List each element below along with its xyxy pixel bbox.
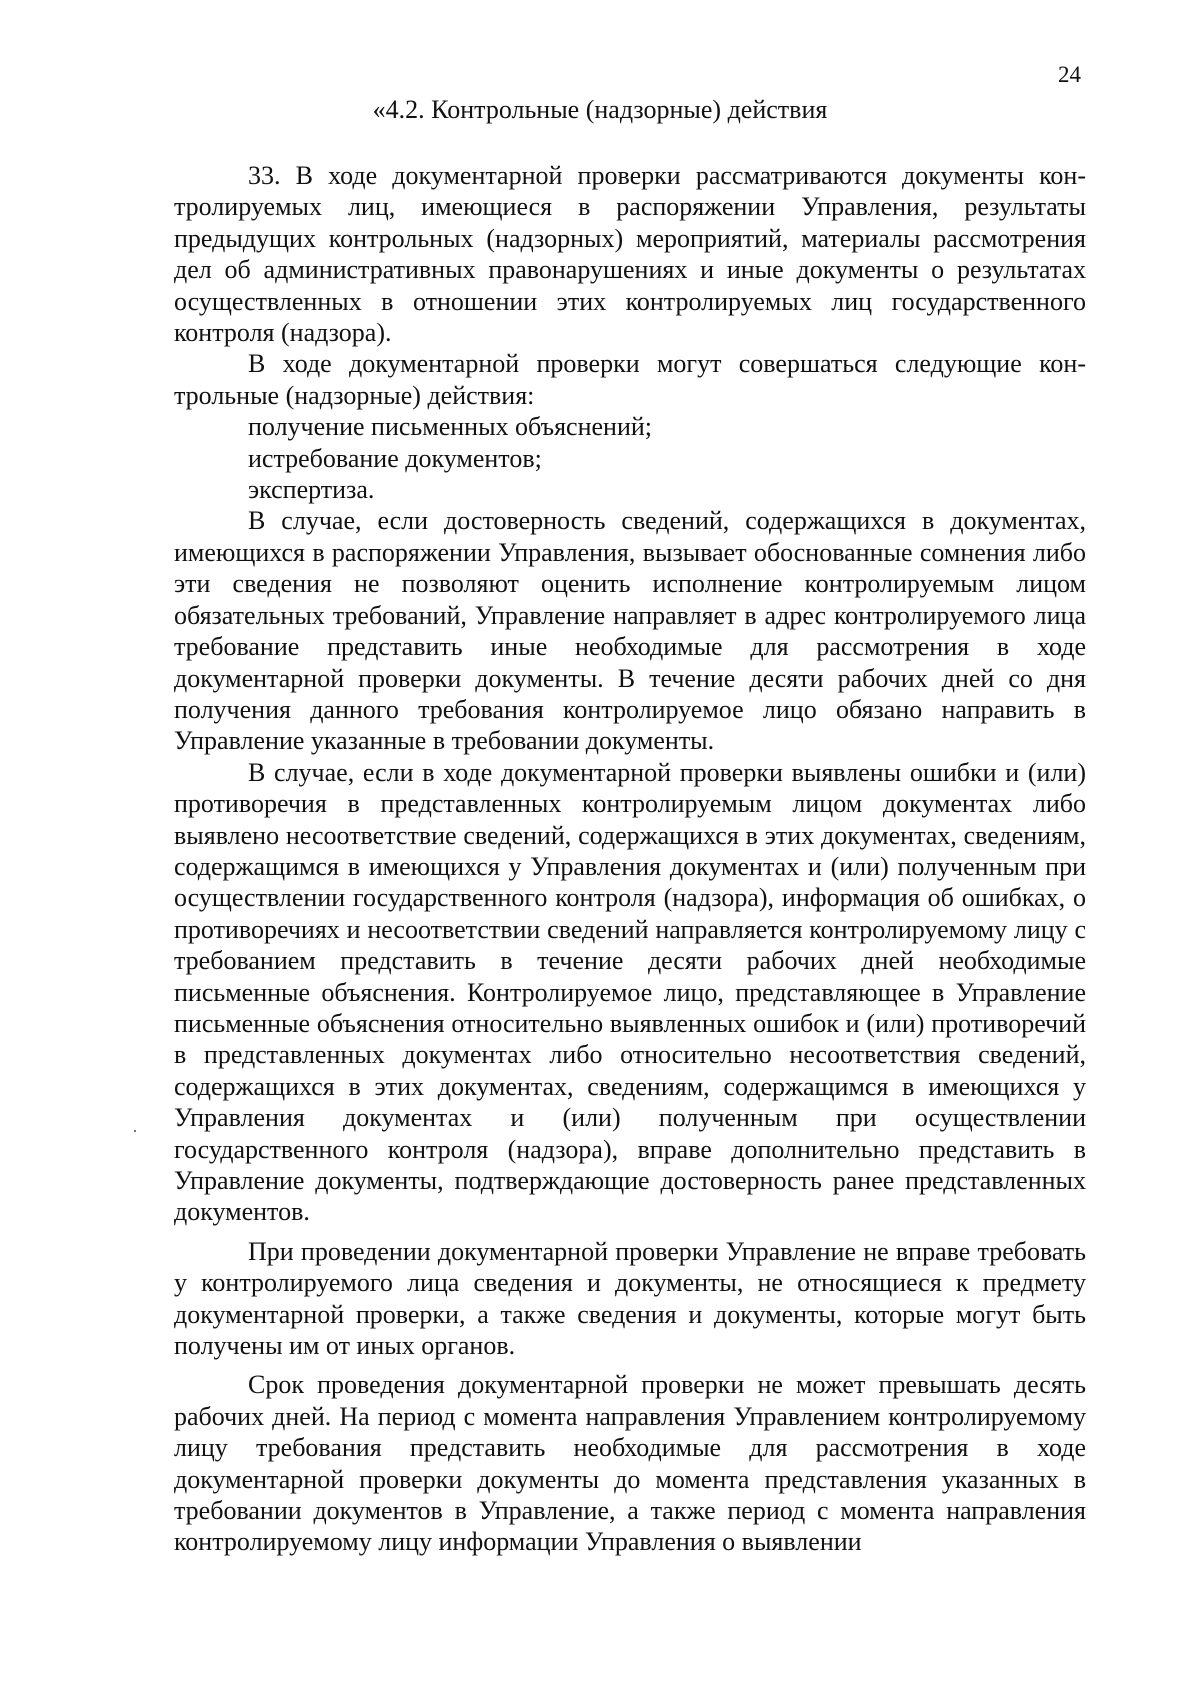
scan-speck xyxy=(134,1130,136,1132)
list-item: истребование документов; xyxy=(248,443,542,473)
paragraph-33: 33. В ходе документарной проверки рассматриваются документы контролируемых лиц, имеющиеся в распоряжении Управления, результаты предыдущих контрольных (надзорных) мероприятий, материалы рассмотрения дел об административных правонарушениях и иные документы о результатах осуществленных в отношении этих контролируемых лиц государственного контроля (надзора). xyxy=(174,161,1086,348)
section-title: «4.2. Контрольные (надзорные) действия xyxy=(372,95,828,124)
page-number: 24 xyxy=(1058,62,1081,87)
list-item: экспертиза. xyxy=(248,475,375,505)
paragraph-actions-intro: В ходе документарной проверки могут совершаться следующие контрольные (надзорные) действия: xyxy=(174,349,1086,410)
paragraph-doubts: В случае, если достоверность сведений, содержащихся в документах, имеющихся в распоряжении Управления, вызывает обоснованные сомнения либо эти сведения не позволяют оценить исполнение контролируемым лицом обязательных требований, Управление направляет в адрес контролируемого лица требование представить иные необходимые для рассмотрения в ходе документарной проверки документы. В течение десяти рабочих дней со дня получения данного требования контролируемое лицо обязано направить в Управление указанные в требовании документы. xyxy=(174,506,1086,756)
paragraph-errors: В случае, если в ходе документарной проверки выявлены ошибки и (или) противоречия в представленных контролируемым лицом документах либо выявлено несоответствие сведений, содержащихся в этих документах, сведениям, содержащимся в имеющихся у Управления документах и (или) полученным при осуществлении государственного контроля (надзора), информация об ошибках, о противоречиях и несоответствии сведений направляется контролируемому лицу с требованием представить в течение десяти рабочих дней необходимые письменные объяснения. Контролируемое лицо, представляющее в Управление письменные объяснения относительно выявленных ошибок и (или) противоречий в представленных документах либо относительно несоответствия сведений, содержащихся в этих документах, сведениям, содержащимся в имеющихся у Управления документах и (или) полученным при осуществлении государственного контроля (надзора), вправе дополнительно представить в Управление документы, подтверждающие достоверность ранее представленных документов. xyxy=(174,757,1086,1227)
document-body xyxy=(174,160,1086,1558)
paragraph-restrictions: При проведении документарной проверки Управление не вправе требовать у контролируемого лица сведения и документы, не относящиеся к предмету документарной проверки, а также сведения и документы, которые могут быть получены им от иных органов. xyxy=(174,1236,1086,1361)
paragraph-term: Срок проведения документарной проверки не может превышать десять рабочих дней. На период с момента направления Управлением контролируемому лицу требования представить необходимые для рассмотрения в ходе документарной проверки документы до момента представления указанных в требовании документов в Управление, а также период с момента направления контролируемому лицу информации Управления о выявлении xyxy=(174,1370,1086,1557)
list-item: получение письменных объяснений; xyxy=(248,412,652,442)
